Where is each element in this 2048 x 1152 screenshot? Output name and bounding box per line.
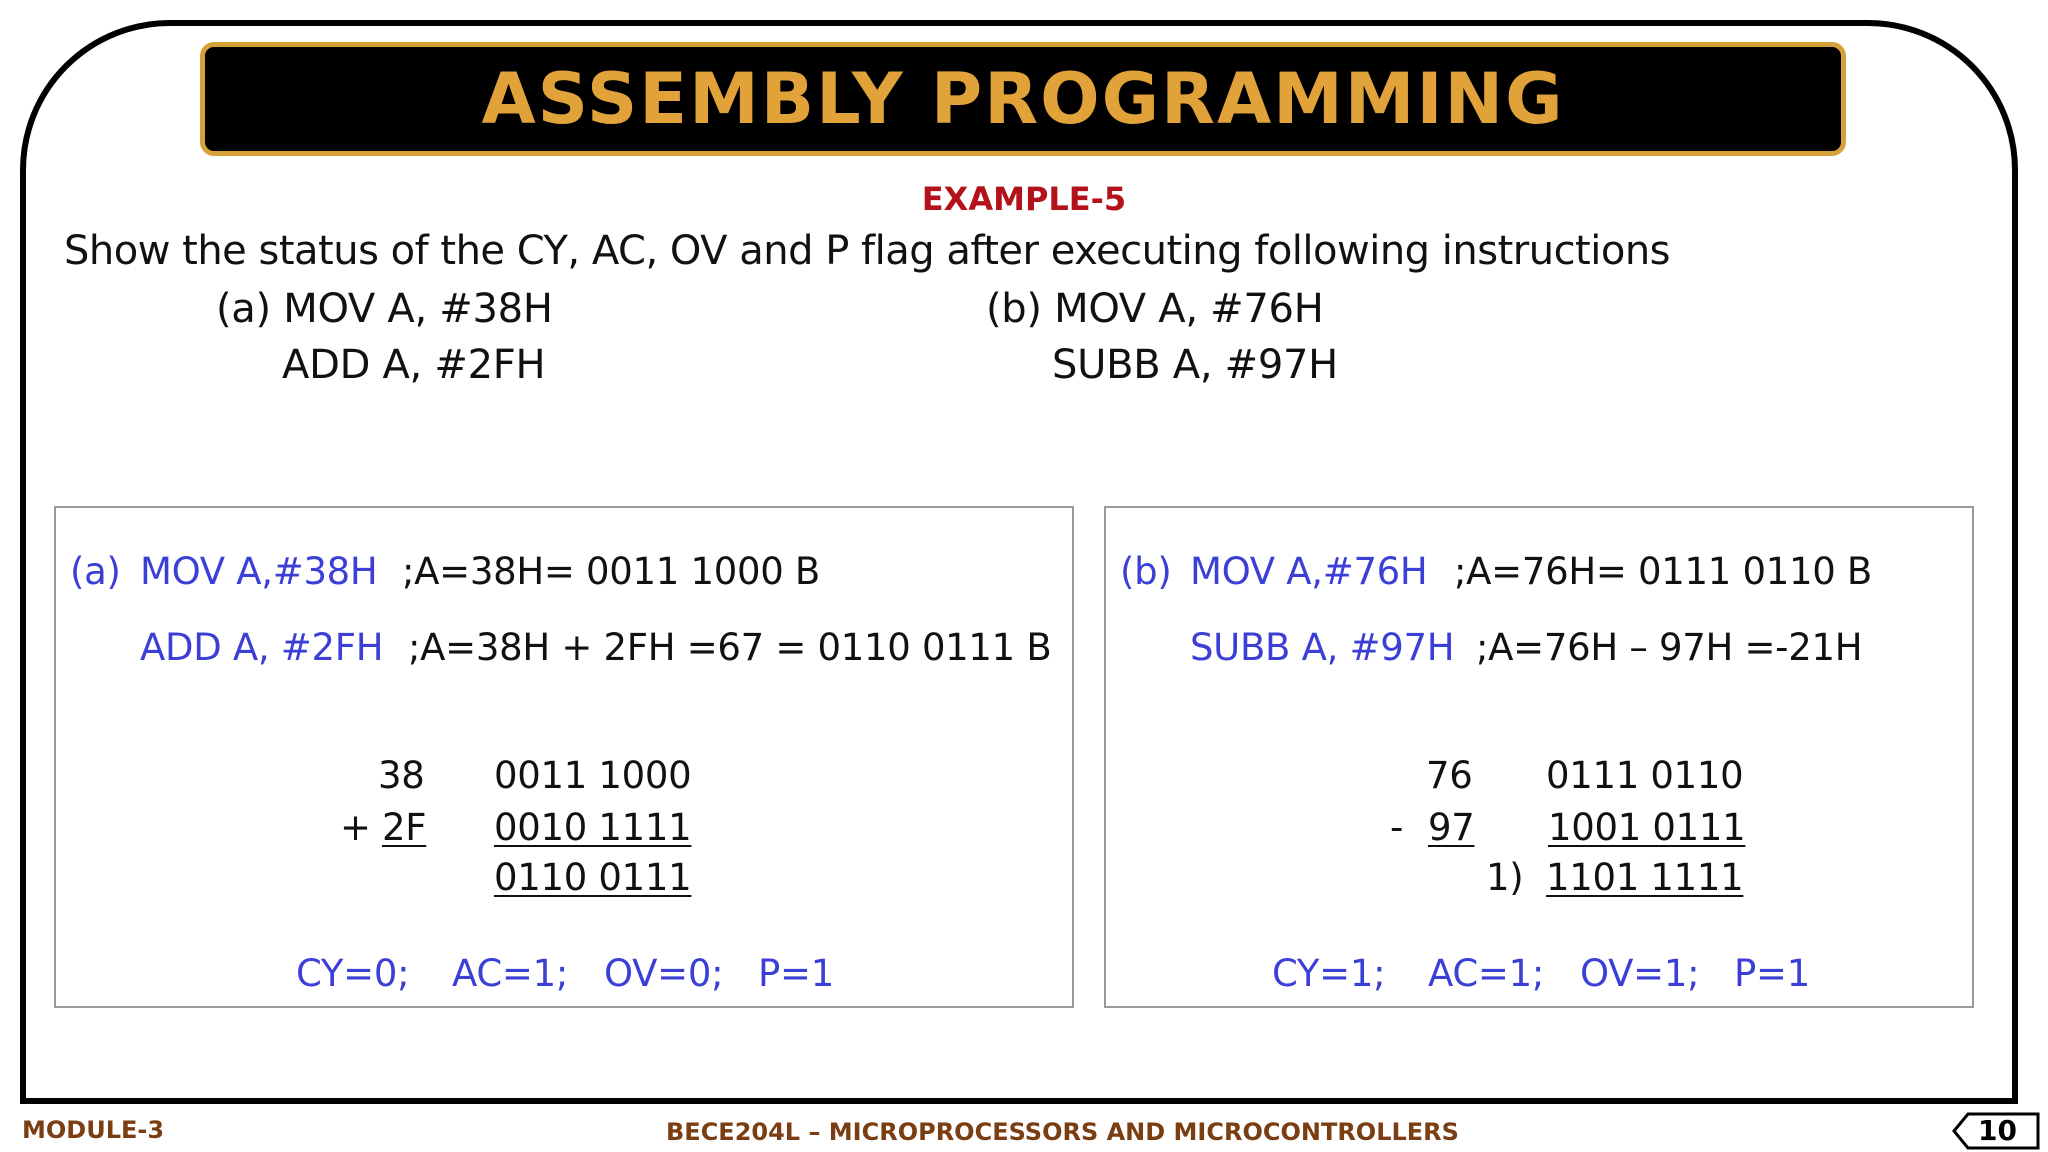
panel-b-flag-cy: CY=1; — [1272, 952, 1386, 995]
title-bar — [200, 42, 1846, 156]
panel-b-flag-ac: AC=1; — [1428, 952, 1545, 995]
panel-b-comment1: ;A=76H= 0111 0110 B — [1454, 550, 1872, 593]
panel-a-operator: + — [340, 806, 371, 849]
question-a-line1: (a) MOV A, #38H — [216, 286, 553, 332]
page-number: 10 — [1978, 1114, 2017, 1147]
panel-b-op2-hex: 97 — [1428, 806, 1475, 849]
panel-b-comment2: ;A=76H – 97H =-21H — [1476, 626, 1863, 669]
question-b-line1: (b) MOV A, #76H — [986, 286, 1324, 332]
panel-a-op1-bin: 0011 1000 — [494, 754, 692, 797]
footer-course: BECE204L – MICROPROCESSORS AND MICROCONTROLLERS — [666, 1118, 1459, 1146]
panel-b-op1-hex: 76 — [1426, 754, 1473, 797]
panel-a-instr1: MOV A,#38H — [140, 550, 378, 593]
footer-module: MODULE-3 — [22, 1116, 165, 1144]
panel-a-op2-hex: 2F — [382, 806, 427, 849]
panel-a-result-bin: 0110 0111 — [494, 856, 692, 899]
panel-a-flag-ac: AC=1; — [452, 952, 569, 995]
example-label: EXAMPLE-5 — [921, 180, 1127, 218]
panel-b-flag-p: P=1 — [1734, 952, 1810, 995]
panel-a-instr2: ADD A, #2FH — [140, 626, 384, 669]
panel-a-comment2: ;A=38H + 2FH =67 = 0110 0111 B — [408, 626, 1052, 669]
panel-a-label: (a) — [70, 550, 121, 593]
panel-a-comment1: ;A=38H= 0011 1000 B — [402, 550, 820, 593]
panel-b-operator: - — [1390, 806, 1404, 849]
panel-b-result-bin: 1101 1111 — [1546, 856, 1744, 899]
panel-b-flag-ov: OV=1; — [1580, 952, 1700, 995]
panel-b-instr2: SUBB A, #97H — [1190, 626, 1455, 669]
panel-b-op2-bin: 1001 0111 — [1548, 806, 1746, 849]
panel-b-label: (b) — [1120, 550, 1172, 593]
panel-a-op2-bin: 0010 1111 — [494, 806, 692, 849]
slide-title: ASSEMBLY PROGRAMMING — [481, 58, 1565, 140]
panel-a-flag-ov: OV=0; — [604, 952, 724, 995]
solution-panel-a — [54, 506, 1074, 1008]
question-b-line2: SUBB A, #97H — [1052, 342, 1338, 388]
question-a-line2: ADD A, #2FH — [282, 342, 546, 388]
panel-a-flag-p: P=1 — [758, 952, 834, 995]
question-text: Show the status of the CY, AC, OV and P flag after executing following instructions — [64, 228, 1671, 274]
panel-b-op1-bin: 0111 0110 — [1546, 754, 1744, 797]
panel-a-op1-hex: 38 — [378, 754, 425, 797]
panel-b-borrow: 1) — [1486, 856, 1524, 899]
panel-a-flag-cy: CY=0; — [296, 952, 410, 995]
solution-panel-b — [1104, 506, 1974, 1008]
panel-b-instr1: MOV A,#76H — [1190, 550, 1428, 593]
